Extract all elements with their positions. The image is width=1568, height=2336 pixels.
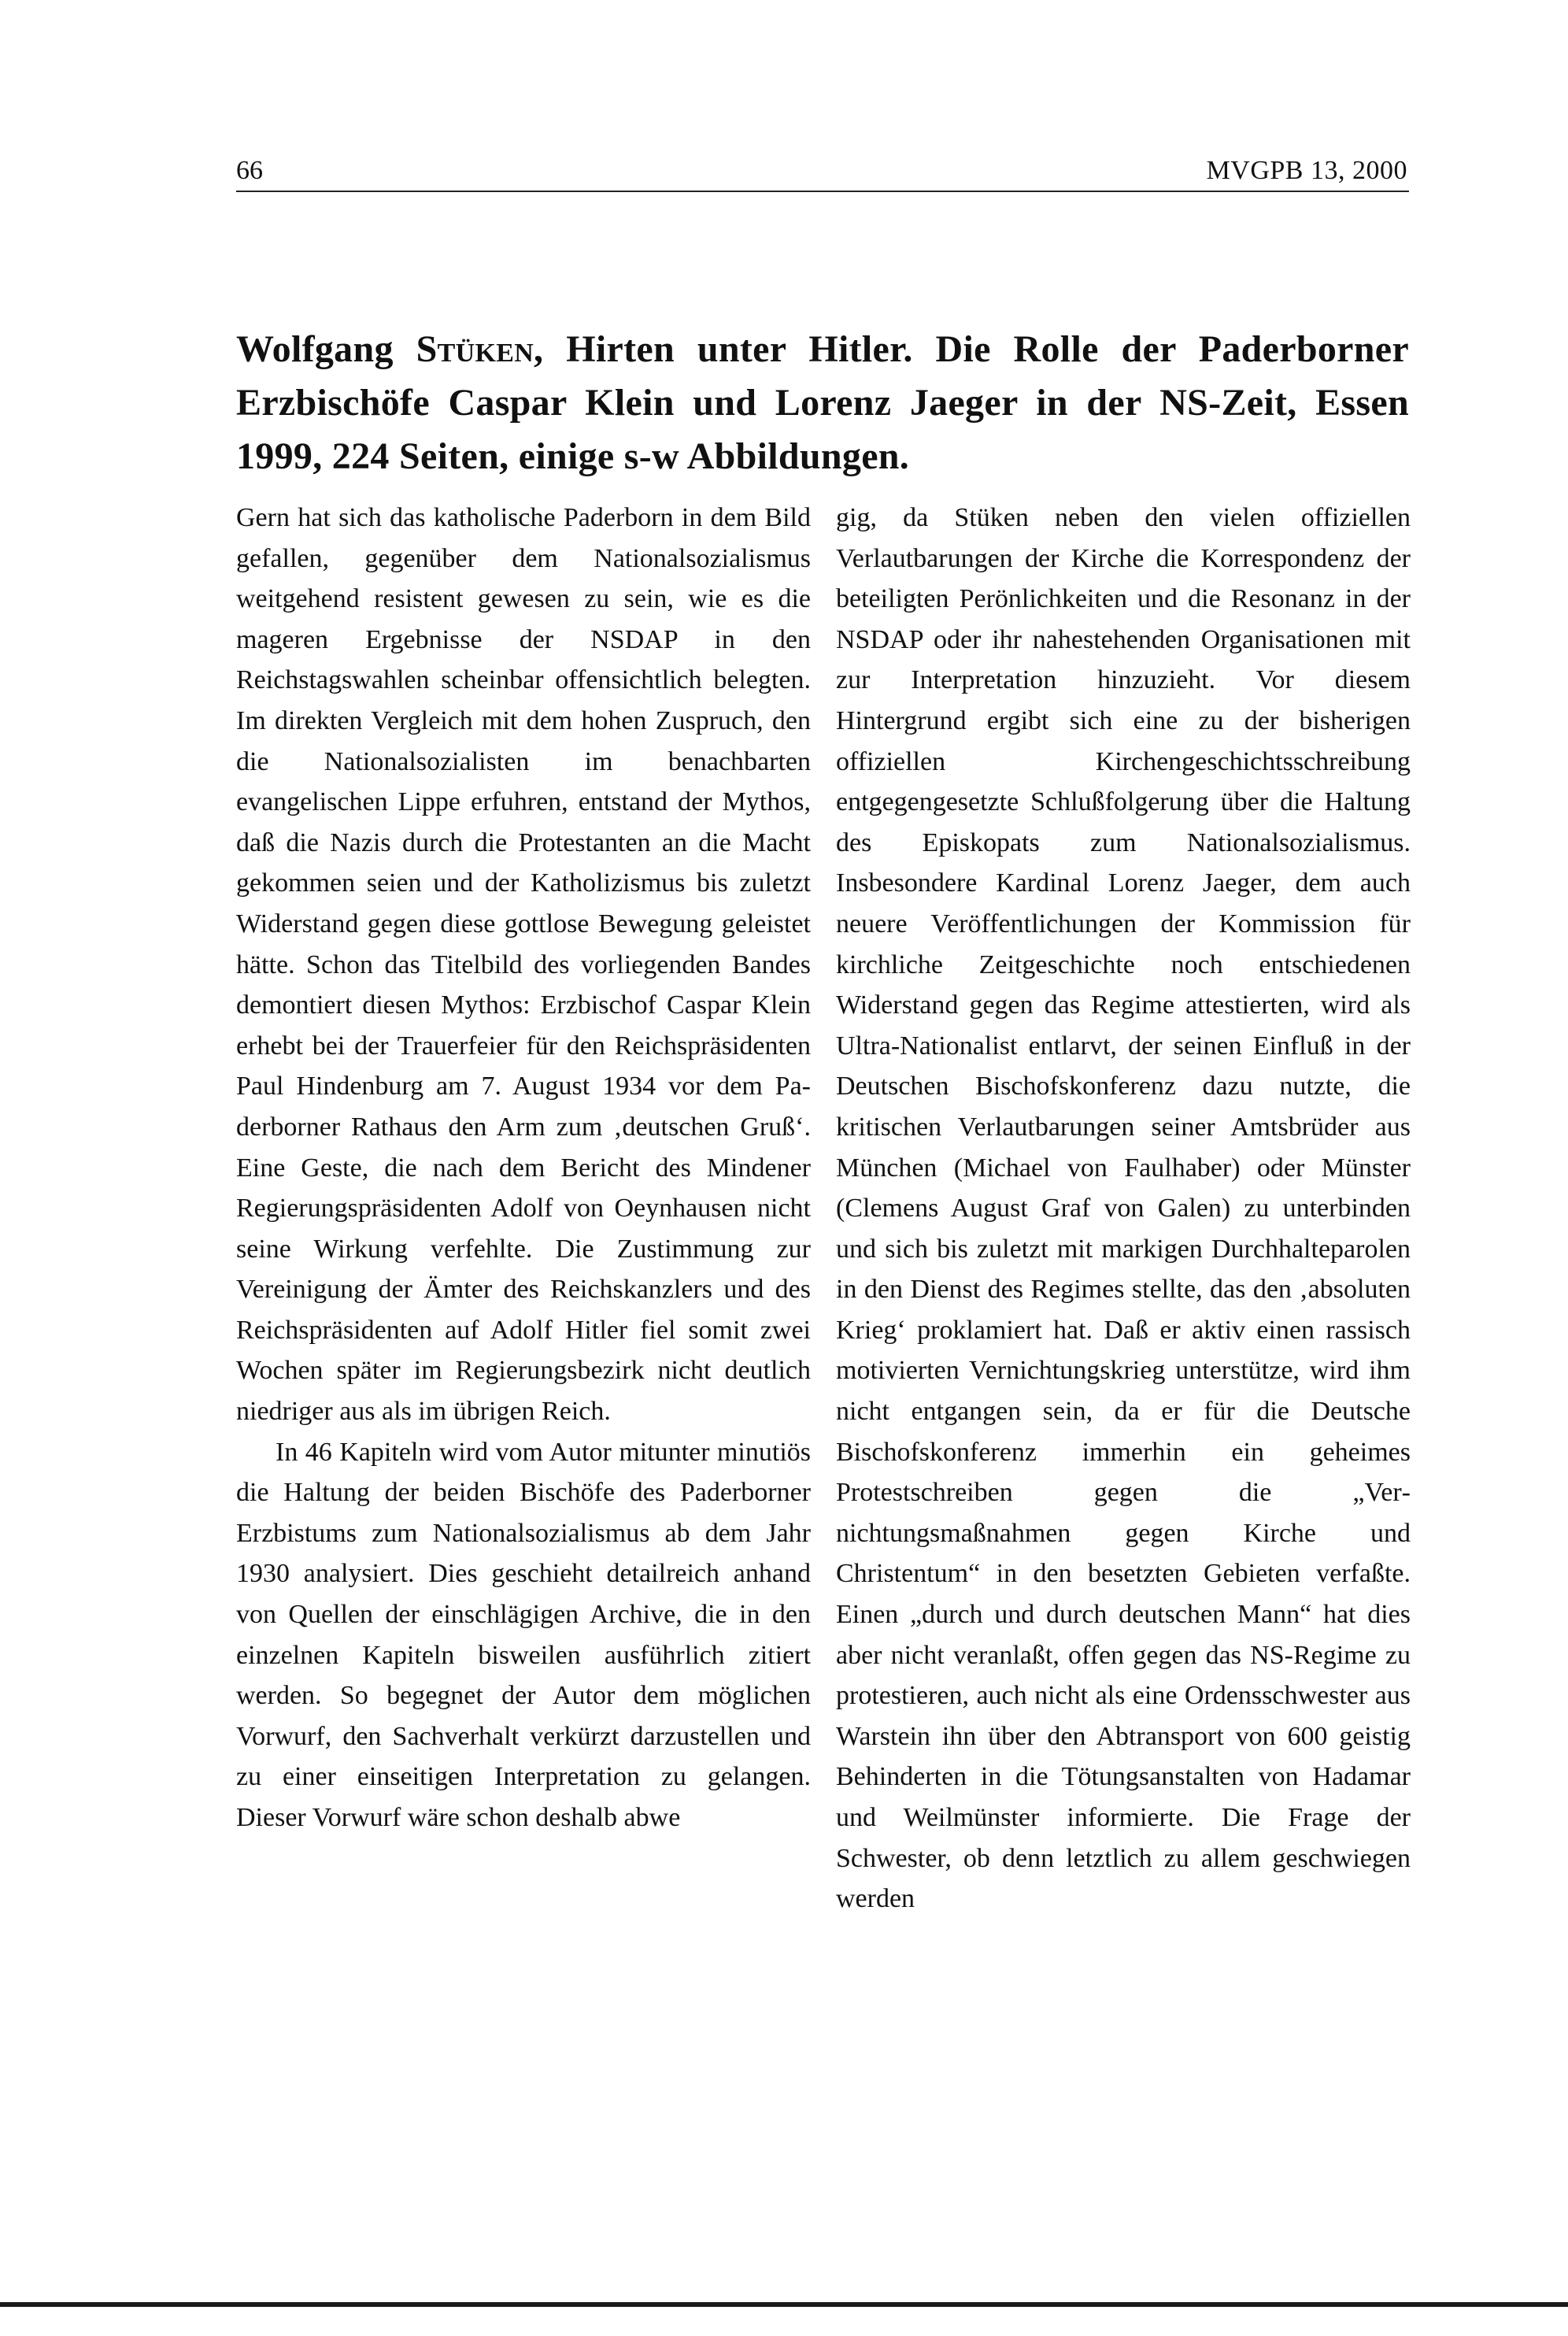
bottom-rule	[0, 2302, 1568, 2307]
left-paragraph-2: In 46 Kapiteln wird vom Autor mitunter minutiös die Haltung der beiden Bischöfe des Paderborner Erzbistums zum Nationalsozialismus ab dem Jahr 1930 analysiert. Dies geschieht detailreich anhand von Quellen der einschlägigen Archive, die in den einzelnen Kapiteln bisweilen ausführlich zitiert werden. So begegnet der Autor dem möglichen Vorwurf, den Sachverhalt verkürzt darzustellen und zu einer einseitigen Interpretation zu gelangen. Dieser Vorwurf wäre schon deshalb abwe	[236, 1437, 811, 1832]
left-paragraph-1: Gern hat sich das katholische Paderborn in dem Bild gefallen, gegenüber dem Nationalsozialismus weitgehend resistent gewesen zu sein, wie es die mageren Ergebnisse der NSDAP in den Reichstagswahlen scheinbar offensichtlich belegten. Im direkten Vergleich mit dem hohen Zuspruch, den die Nationalsozialisten im benachbarten evangelischen Lippe erfuhren, entstand der Mythos, daß die Nazis durch die Protestanten an die Macht gekommen seien und der Katholizismus bis zuletzt Widerstand gegen diese gottlose Bewegung geleistet hätte. Schon das Titelbild des vorliegenden Bandes demontiert diesen Mythos: Erzbischof Caspar Klein erhebt bei der Trauerfeier für den Reichspräsidenten Paul Hindenburg am 7. August 1934 vor dem Paderborner Rathaus den Arm zum ‚deutschen Gruß‘. Eine Geste, die nach dem Bericht des Mindener Regierungspräsidenten Adolf von Oeynhausen nicht seine Wirkung verfehlte. Die Zustimmung zur Vereinigung der Ämter des Reichskanzlers und des Reichspräsidenten auf Adolf Hitler fiel somit zwei Wochen später im Regierungsbezirk nicht deutlich niedriger aus als im übrigen Reich.	[236, 503, 811, 1427]
review-title	[236, 323, 1409, 483]
right-paragraph-1: gig, da Stüken neben den vielen offiziellen Verlautbarungen der Kirche die Korrespondenz der beteiligten Perönlichkeiten und die Resonanz in der NSDAP oder ihr nahestehenden Organisationen mit zur Interpretation hinzuzieht. Vor diesem Hintergrund ergibt sich eine zu der bisherigen offiziellen Kirchengeschichtsschreibung entgegengesetzte Schlußfolgerung über die Haltung des Episkopats zum Nationalsozialismus. Insbesondere Kardinal Lorenz Jaeger, dem auch neuere Veröffentlichungen der Kommission für kirchliche Zeitgeschichte noch entschiedenen Widerstand gegen das Regime attestierten, wird als Ultra-Nationalist entlarvt, der seinen Einfluß in der Deutschen Bischofskonferenz dazu nutzte, die kritischen Verlautbarungen seiner Amtsbrüder aus München (Michael von Faulhaber) oder Münster (Clemens August Graf von Galen) zu unterbinden und sich bis zuletzt mit markigen Durchhalteparolen in den Dienst des Regimes stellte, das den ‚absoluten Krieg‘ proklamiert hat. Daß er aktiv einen rassisch motivierten Vernichtungskrieg unterstütze, wird ihm nicht entgangen sein, da er für die Deutsche Bischofskonferenz immerhin ein geheimes Protestschreiben gegen die „Vernichtungsmaßnahmen gegen Kirche und Christentum“ in den besetzten Gebieten verfaßte. Einen „durch und durch deutschen Mann“ hat dies aber nicht veranlaßt, offen gegen das NS-Regime zu protestieren, auch nicht als eine Ordensschwester aus Warstein ihn über den Abtransport von 600 geistig Behinderten in die Tötungsanstalten von Hadamar und Weilmünster informierte. Die Frage der Schwester, ob denn letztlich zu allem geschwiegen werden	[836, 503, 1411, 1914]
running-head	[236, 150, 1409, 192]
journal-reference: MVGPB 13, 2000	[1206, 156, 1407, 185]
right-column	[836, 498, 1411, 1920]
author-surname: Stüken	[416, 328, 534, 370]
author-first-name: Wolfgang	[236, 328, 416, 370]
page-number: 66	[236, 156, 263, 185]
title-rest: , Hirten unter Hitler. Die Rolle der Paderborner Erzbischöfe Caspar Klein und Lorenz Jaeger in der NS-Zeit, Essen 1999, 224 Seiten, einige s-w Abbildungen.	[236, 328, 1409, 477]
left-column	[236, 498, 811, 1838]
